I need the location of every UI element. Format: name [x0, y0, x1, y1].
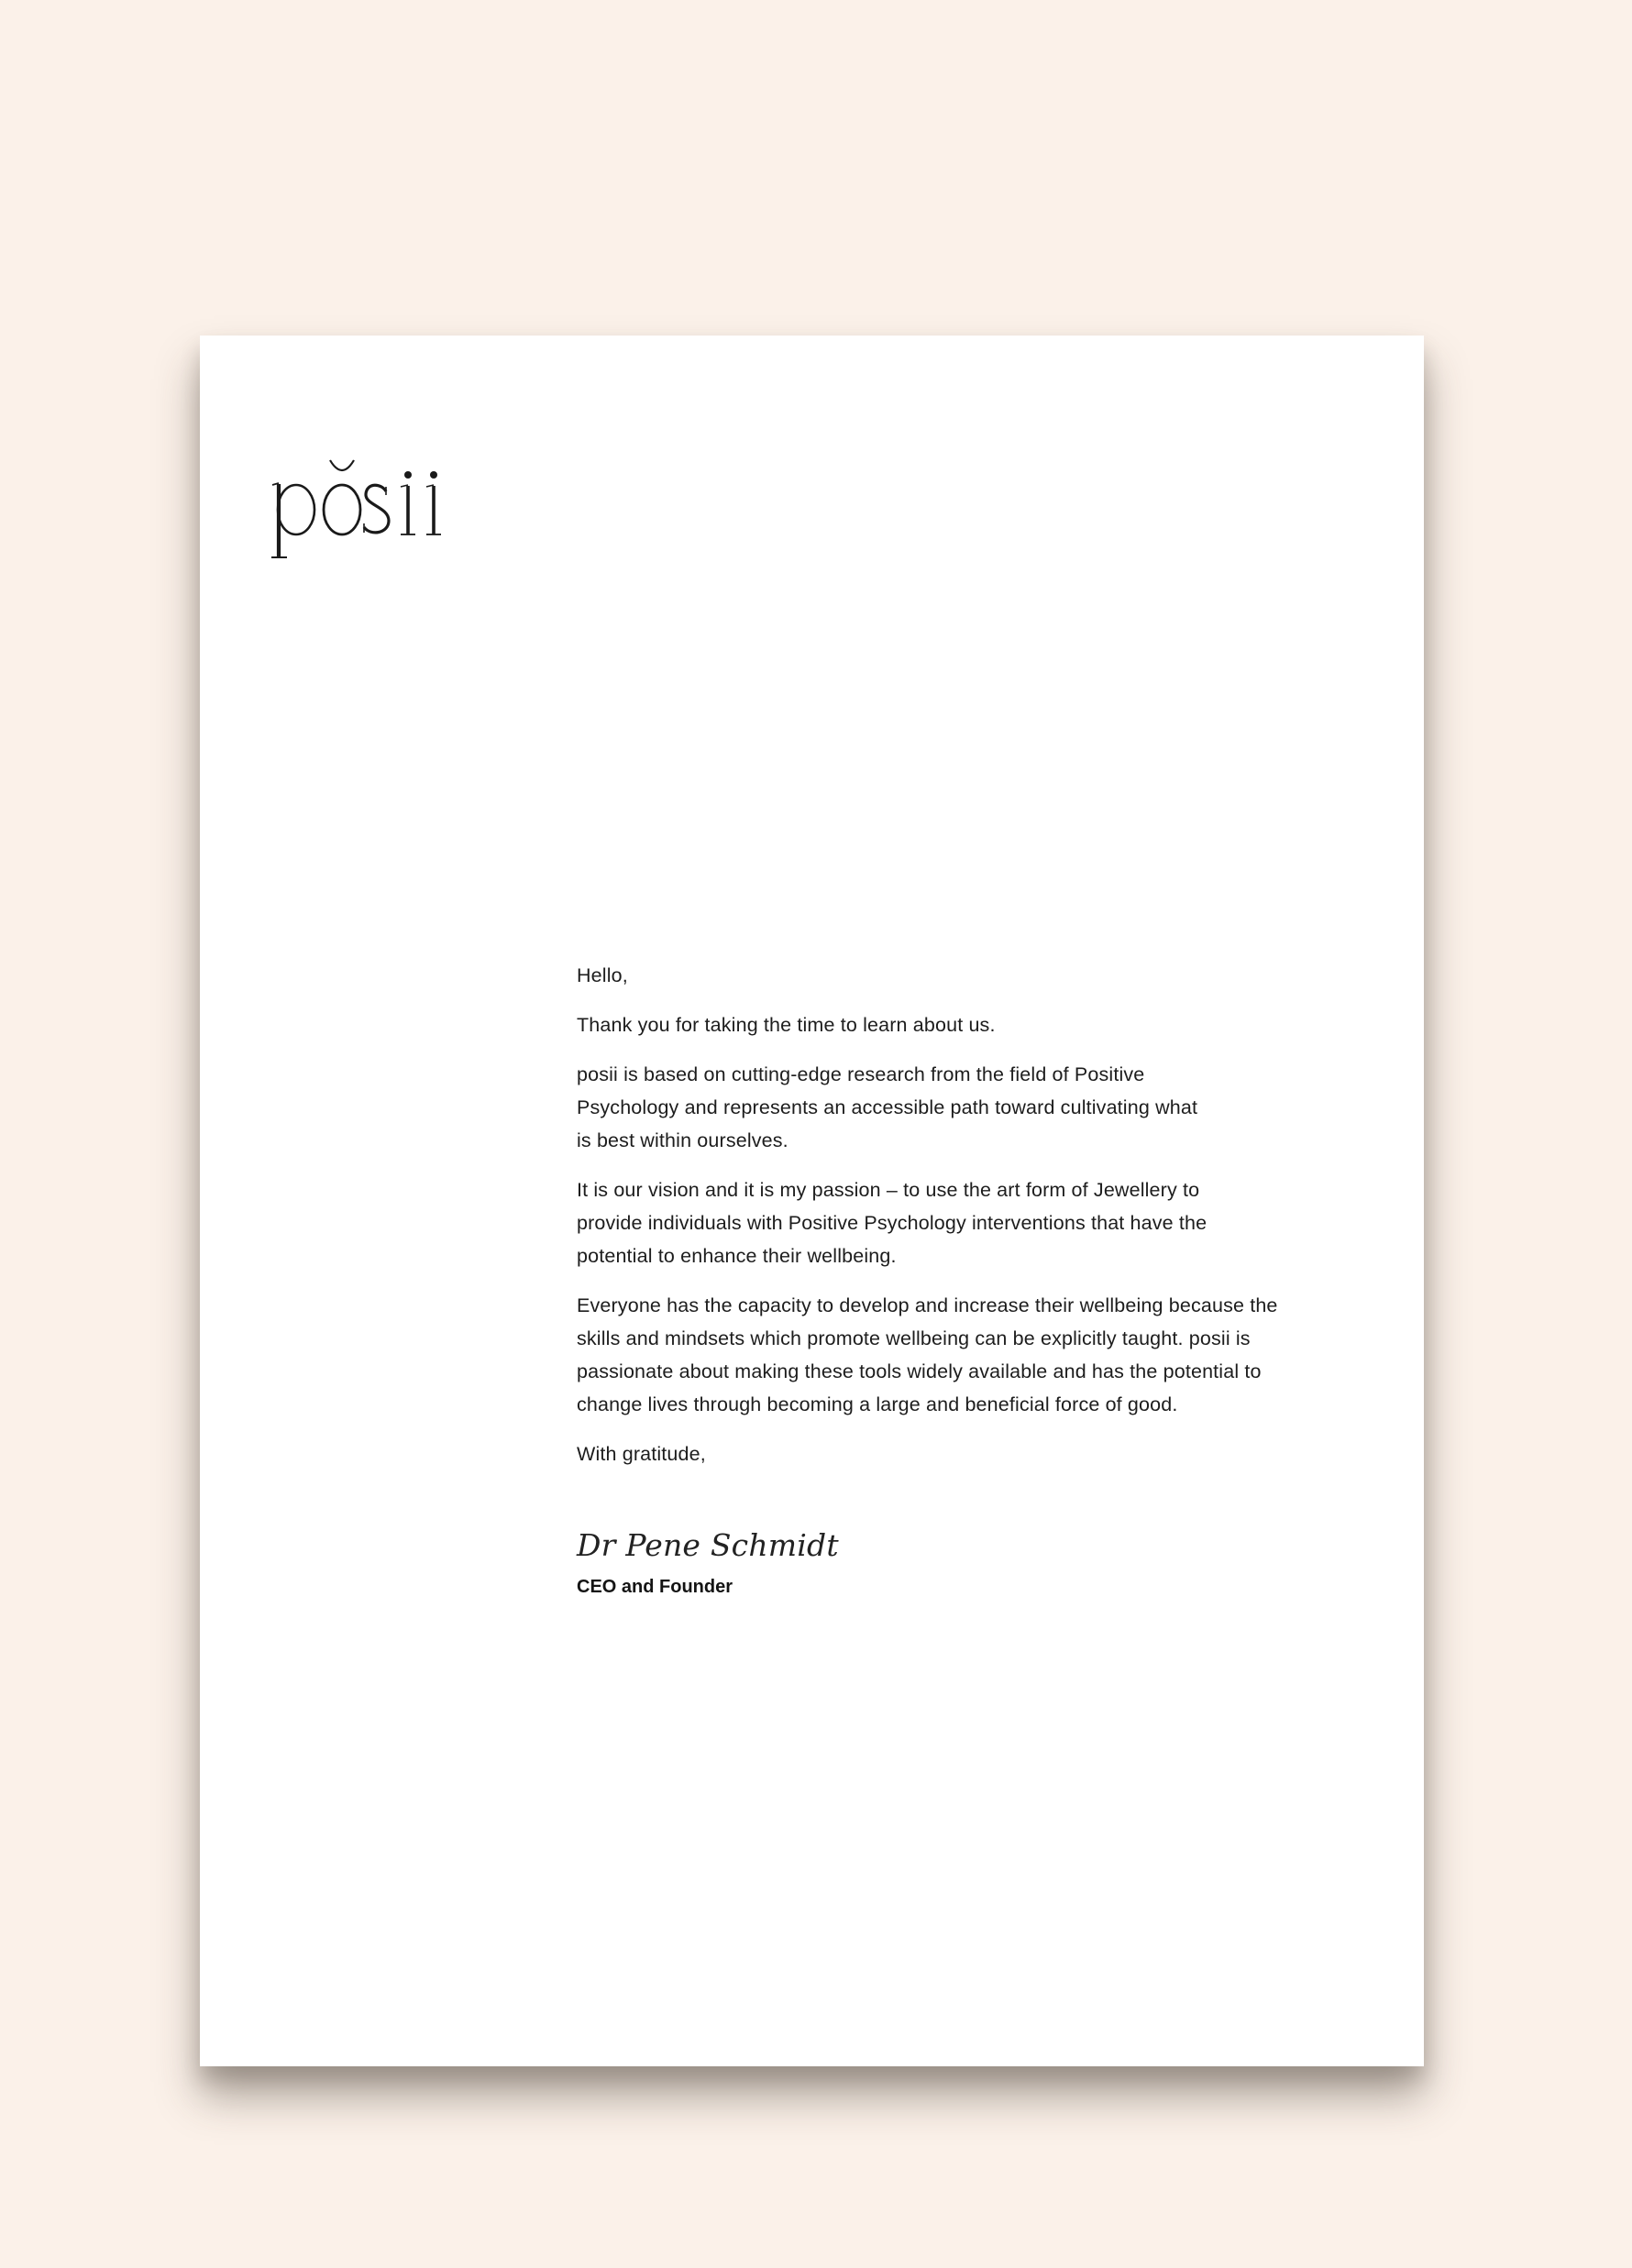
posii-wordmark-logo: [266, 455, 477, 561]
letter-greeting: Hello,: [577, 964, 628, 986]
signature-role: CEO and Founder: [577, 1577, 733, 1597]
letter-body: [577, 959, 1310, 1601]
letter-paragraph-2: posii is based on cutting-edge research from the field of Positive Psychology and represents an accessible path toward cultivating what is best within ourselves.: [577, 1063, 1198, 1151]
letter-paragraph-4: Everyone has the capacity to develop and increase their wellbeing because the skills and mindsets which promote wellbeing can be explicitly taught. posii is passionate about making these tools widely available and has the potential to change lives through becoming a large and beneficial force of good.: [577, 1294, 1278, 1415]
letter-paragraph-1: Thank you for taking the time to learn about us.: [577, 1014, 996, 1036]
signature-name: Dr Pene Schmidt: [577, 1527, 839, 1563]
letter-paragraph-3: It is our vision and it is my passion – to use the art form of Jewellery to provide individuals with Positive Psychology interventions that have the potential to enhance their wellbeing.: [577, 1179, 1207, 1267]
letter-closing: With gratitude,: [577, 1443, 706, 1465]
posii-logo: [266, 455, 477, 561]
letter-page: [200, 336, 1424, 2066]
